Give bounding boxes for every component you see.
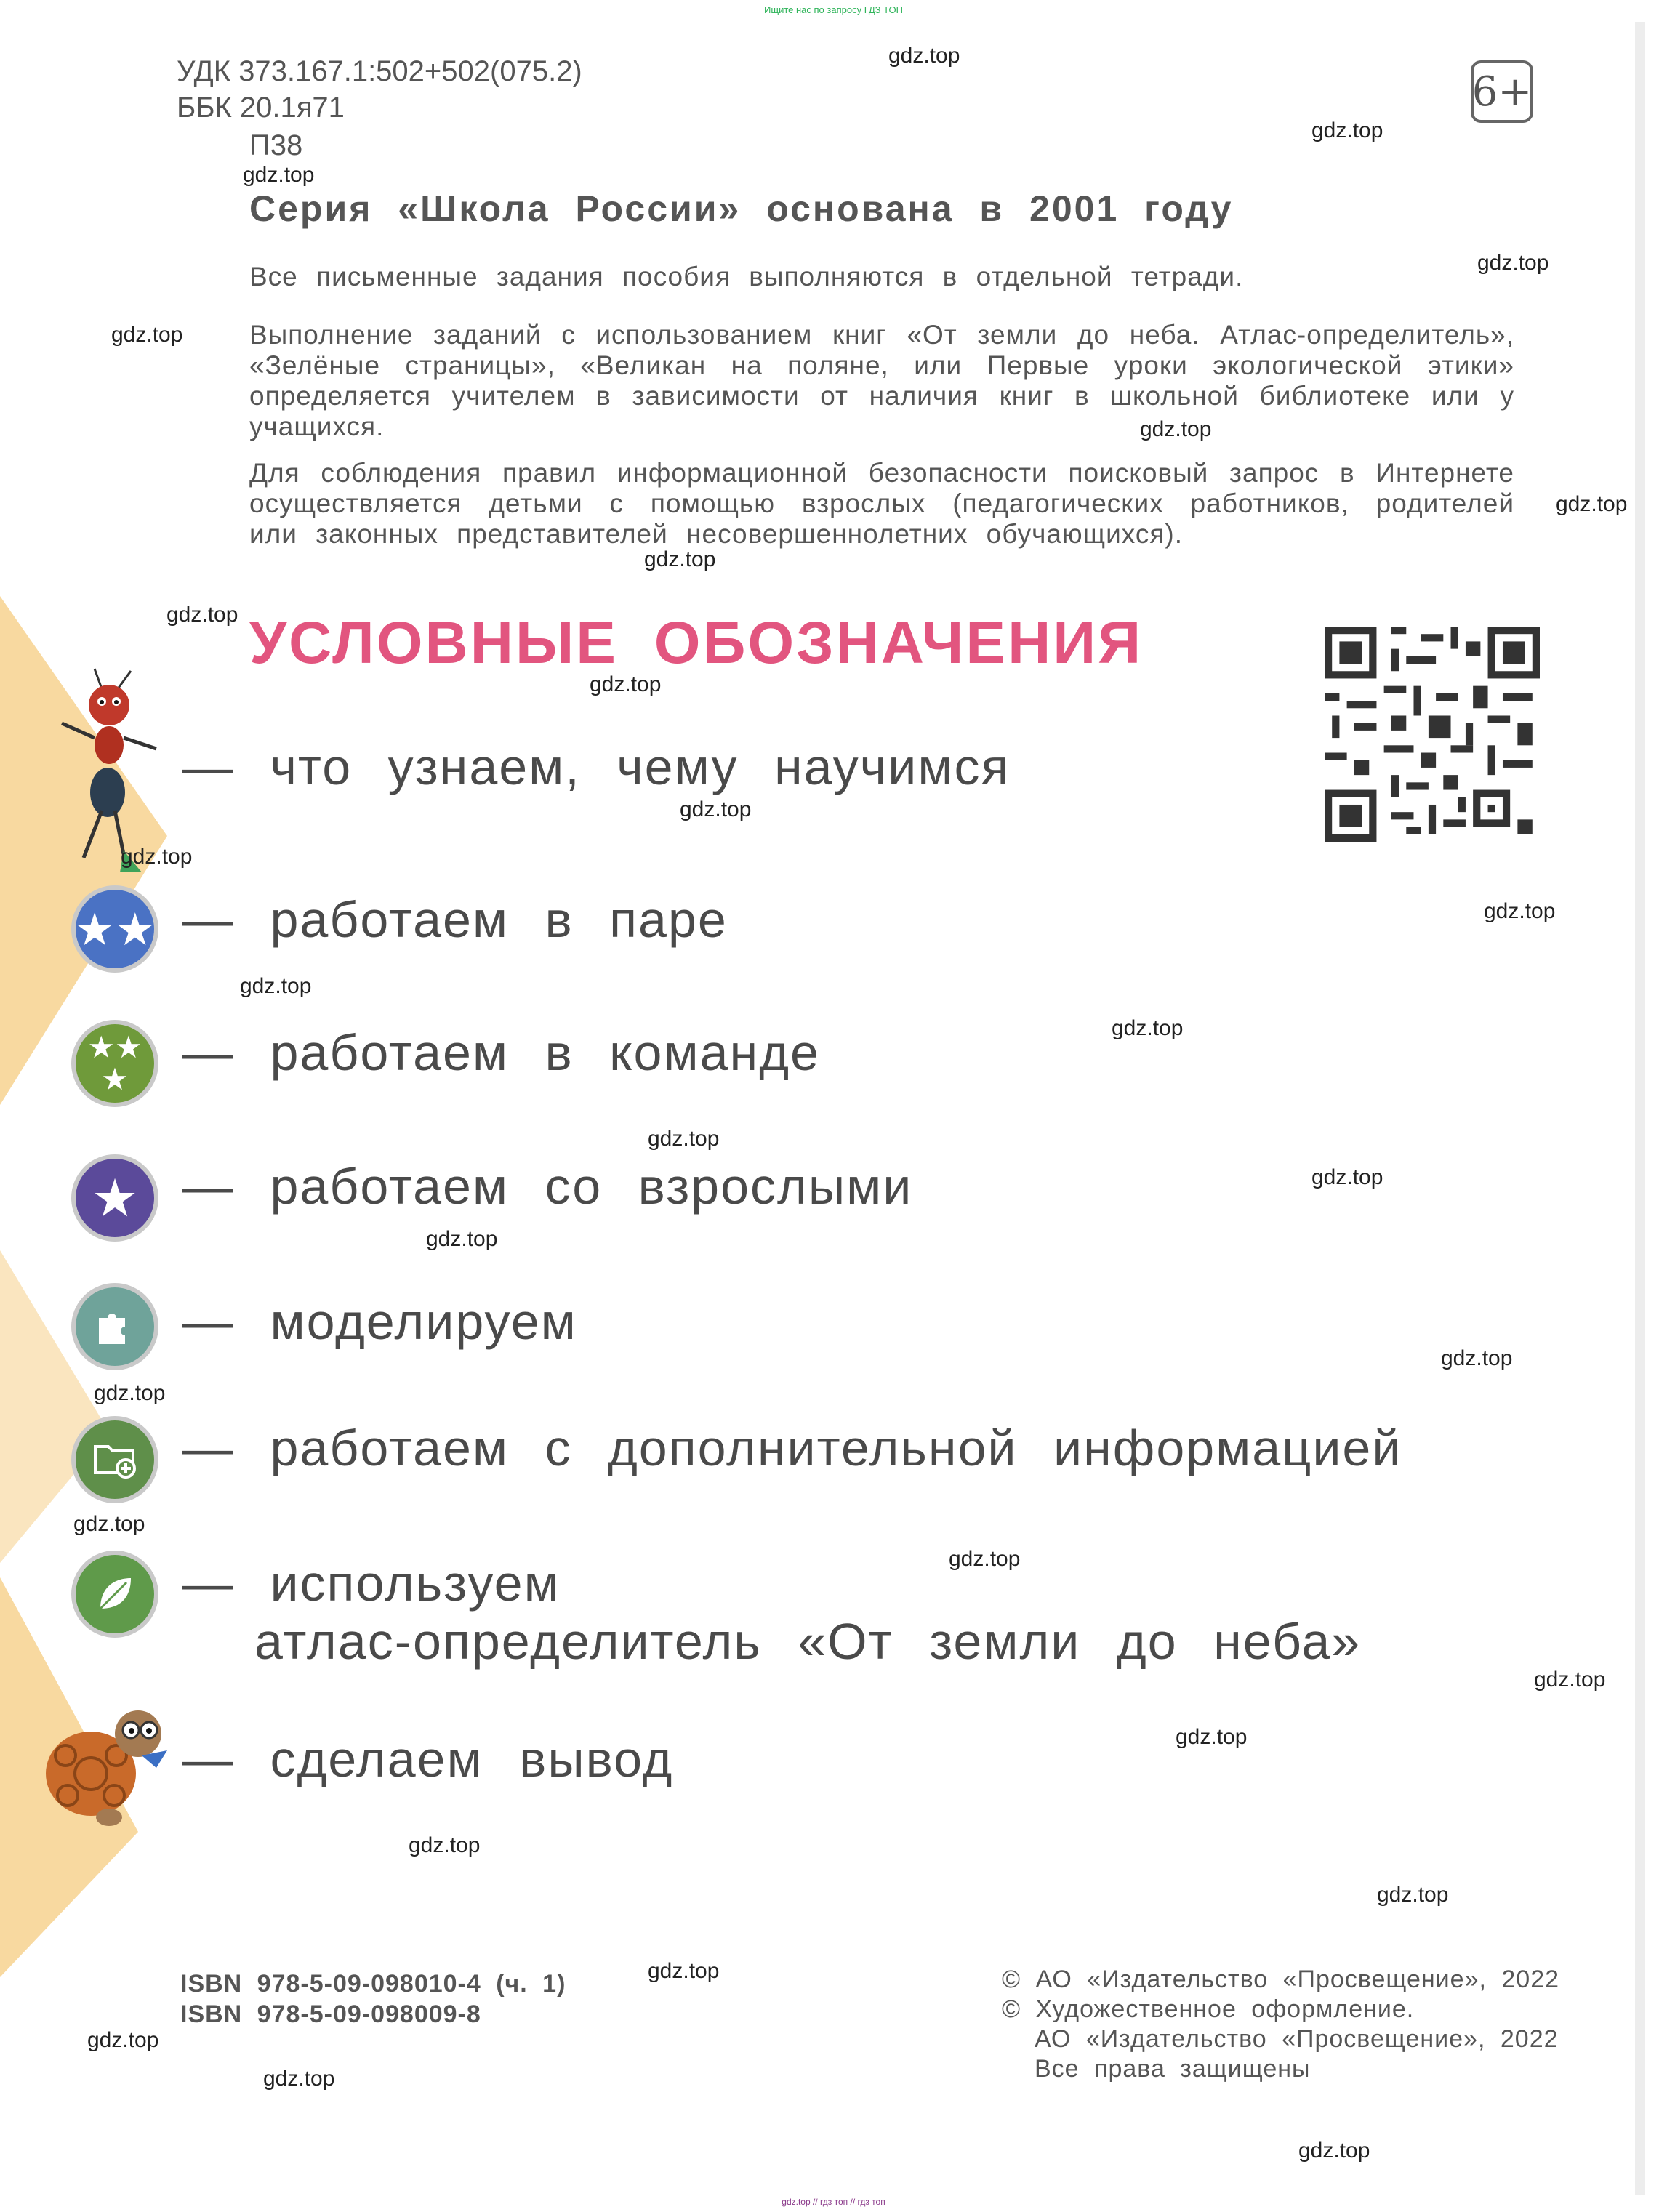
watermark: gdz.top <box>644 547 716 571</box>
watermark: gdz.top <box>166 603 238 627</box>
note-3: Для соблюдения правил информационной безопасности поисковый запрос в Интернете осуществляется детьми с помощью взрослых (педагогических работников, родителей или законных представителей несовершеннолетних обучающихся). <box>249 458 1514 549</box>
watermark: gdz.top <box>94 1381 166 1405</box>
watermark: gdz.top <box>680 797 752 821</box>
watermark: gdz.top <box>1176 1725 1248 1749</box>
legend-item-conclusion: — сделаем вывод <box>182 1731 674 1787</box>
leaf-shape <box>93 1572 137 1616</box>
watermark: gdz.top <box>1140 417 1212 441</box>
watermark: gdz.top <box>409 1833 481 1857</box>
watermark: gdz.top <box>1311 118 1383 142</box>
turtle-character-icon <box>40 1686 174 1832</box>
team-stars-icon: ★★ ★ <box>71 1020 158 1107</box>
copyright-line3: АО «Издательство «Просвещение», 2022 <box>1035 2025 1559 2053</box>
legend-title: УСЛОВНЫЕ ОБОЗНАЧЕНИЯ <box>249 610 1144 676</box>
watermark: gdz.top <box>1477 251 1549 275</box>
catalog-code: П38 <box>249 129 303 161</box>
qr-code <box>1325 627 1540 842</box>
isbn-part1: ISBN 978-5-09-098010-4 (ч. 1) <box>180 1970 566 1998</box>
watermark: gdz.top <box>1377 1883 1449 1907</box>
note-1: Все письменные задания пособия выполняются в отдельной тетради. <box>249 262 1244 291</box>
watermark: gdz.top <box>949 1547 1021 1571</box>
watermark: gdz.top <box>590 672 662 696</box>
copyright-line4: Все права защищены <box>1035 2055 1311 2083</box>
legend-item-atlas-line1: — используем <box>182 1555 561 1612</box>
legend-item-team: — работаем в команде <box>182 1024 820 1081</box>
watermark: gdz.top <box>888 44 960 68</box>
bottom-note: gdz.top // гдз топ // гдз топ <box>782 2197 885 2207</box>
udk-code: УДК 373.167.1:502+502(075.2) <box>177 55 582 87</box>
legend-item-atlas-line2: атлас-определитель «От земли до неба» <box>254 1613 1362 1670</box>
puzzle-piece-shape <box>93 1305 137 1348</box>
folder-plus-icon <box>71 1416 158 1503</box>
watermark: gdz.top <box>263 2067 335 2091</box>
watermark: gdz.top <box>87 2028 159 2052</box>
leaf-icon <box>71 1551 158 1638</box>
isbn-set: ISBN 978-5-09-098009-8 <box>180 2000 481 2028</box>
watermark: gdz.top <box>1311 1165 1383 1189</box>
series-title: Серия «Школа России» основана в 2001 году <box>249 188 1234 229</box>
legend-item-adults: — работаем со взрослыми <box>182 1158 913 1215</box>
watermark: gdz.top <box>1484 899 1556 923</box>
watermark: gdz.top <box>1298 2139 1370 2163</box>
watermark: gdz.top <box>243 163 315 187</box>
note-2: Выполнение заданий с использованием книг «От земли до неба. Атлас-определитель», «Зелёные страницы», «Великан на поляне, или Первые уроки экологической этики» определяется учителем в зависимости от наличия книг в школьной библиотеке или у учащихся. <box>249 320 1514 441</box>
watermark: gdz.top <box>426 1227 498 1251</box>
watermark: gdz.top <box>1112 1016 1184 1040</box>
watermark: gdz.top <box>73 1512 145 1536</box>
watermark: gdz.top <box>111 323 183 347</box>
watermark: gdz.top <box>240 974 312 998</box>
puzzle-icon <box>71 1283 158 1370</box>
watermark: gdz.top <box>648 1959 720 1983</box>
copyright-line1: © АО «Издательство «Просвещение», 2022 <box>1002 1966 1560 1993</box>
adult-star-icon: ★ <box>71 1154 158 1242</box>
folder-shape <box>92 1439 137 1480</box>
age-rating-badge: 6+ <box>1471 60 1533 123</box>
pair-stars-icon: ★★ <box>71 885 158 973</box>
bbk-code: ББК 20.1я71 <box>177 92 345 124</box>
legend-item-pair: — работаем в паре <box>182 891 728 948</box>
watermark: gdz.top <box>1441 1346 1513 1370</box>
watermark: gdz.top <box>121 845 193 869</box>
legend-item-learn: — что узнаем, чему научимся <box>182 739 1011 795</box>
watermark: gdz.top <box>1556 492 1628 516</box>
copyright-line2: © Художественное оформление. <box>1002 1995 1415 2023</box>
page-edge <box>1635 22 1645 2195</box>
legend-item-model: — моделируем <box>182 1293 577 1350</box>
watermark: gdz.top <box>1534 1668 1606 1692</box>
top-note: Ищите нас по запросу ГДЗ ТОП <box>764 4 903 15</box>
legend-item-extra-info: — работаем с дополнительной информацией <box>182 1420 1402 1476</box>
watermark: gdz.top <box>648 1127 720 1151</box>
